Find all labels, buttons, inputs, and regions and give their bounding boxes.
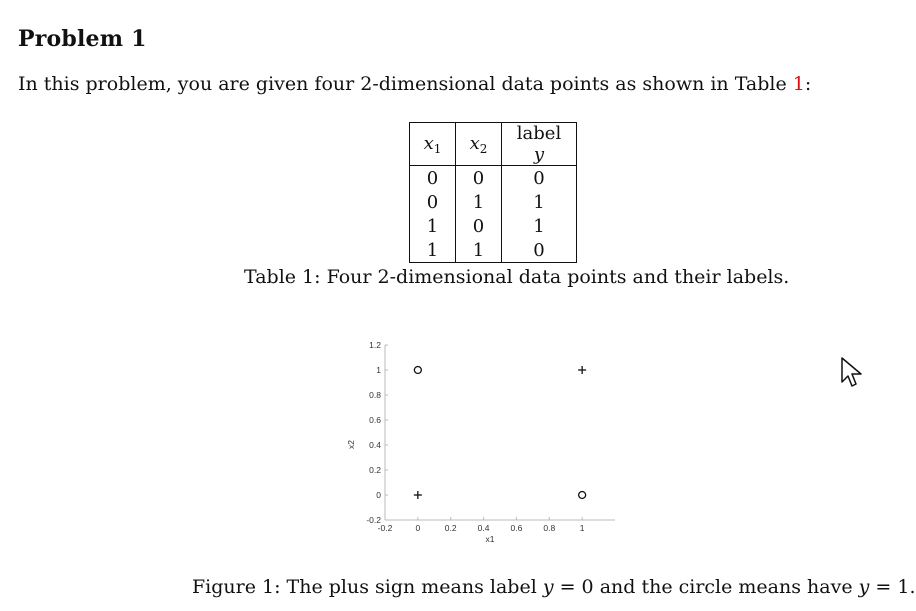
cell-label: 0 [502,166,577,191]
intro-text: In this problem, you are given four 2-dimensional data points as shown in Table [18,73,793,95]
table-row [410,238,577,263]
figure-caption: Figure 1: The plus sign means label y = 0 and the circle means have y = 1. [192,576,916,598]
x-tick-label: 0.2 [444,523,457,533]
mouse-cursor-icon [840,356,866,394]
x-tick-label: -0.2 [377,523,393,533]
table-row [410,214,577,238]
cell-label: 1 [502,190,577,214]
header-x1: $x_1$ [410,123,456,166]
header-label: label y [502,123,577,166]
cell-x1: 0 [410,190,456,214]
cell-x1: 1 [410,238,456,263]
y-tick-label: 1.2 [369,340,381,350]
plus-marker [414,491,422,499]
intro-end: : [804,73,812,95]
circle-marker [414,367,421,374]
y-tick-label: 0 [376,490,381,500]
cell-x1: 1 [410,214,456,238]
circle-marker [579,492,586,499]
cell-x1: 0 [410,166,456,191]
cell-x2: 0 [456,166,502,191]
cell-x2: 1 [456,238,502,263]
x-tick-label: 0 [415,523,421,533]
x-axis-label: x1 [485,534,495,544]
y-tick-label: -0.2 [366,515,381,525]
y-tick-label: 0.6 [369,415,381,425]
x-tick-label: 0.6 [510,523,523,533]
plus-marker [578,366,586,374]
y-tick-label: 0.4 [369,440,381,450]
x-tick-label: 1 [579,523,585,533]
table-header-row [410,123,577,166]
x-tick-label: 0.8 [543,523,556,533]
cell-x2: 0 [456,214,502,238]
cell-label: 0 [502,238,577,263]
cell-x2: 1 [456,190,502,214]
table-row [410,190,577,214]
scatter-plot [330,330,610,560]
data-table [409,122,577,263]
x-tick-label: 0.4 [477,523,490,533]
cell-label: 1 [502,214,577,238]
y-tick-label: 0.2 [369,465,381,475]
y-tick-label: 0.8 [369,390,381,400]
table-caption: Table 1: Four 2-dimensional data points and their labels. [244,266,790,288]
problem-title: Problem 1 [18,26,147,52]
problem-intro [18,73,811,95]
y-tick-label: 1 [376,365,381,375]
header-x2: $x_2$ [456,123,502,166]
y-axis-label: x2 [346,440,356,449]
table-reference-link[interactable]: 1 [792,73,805,95]
table-row [410,166,577,191]
